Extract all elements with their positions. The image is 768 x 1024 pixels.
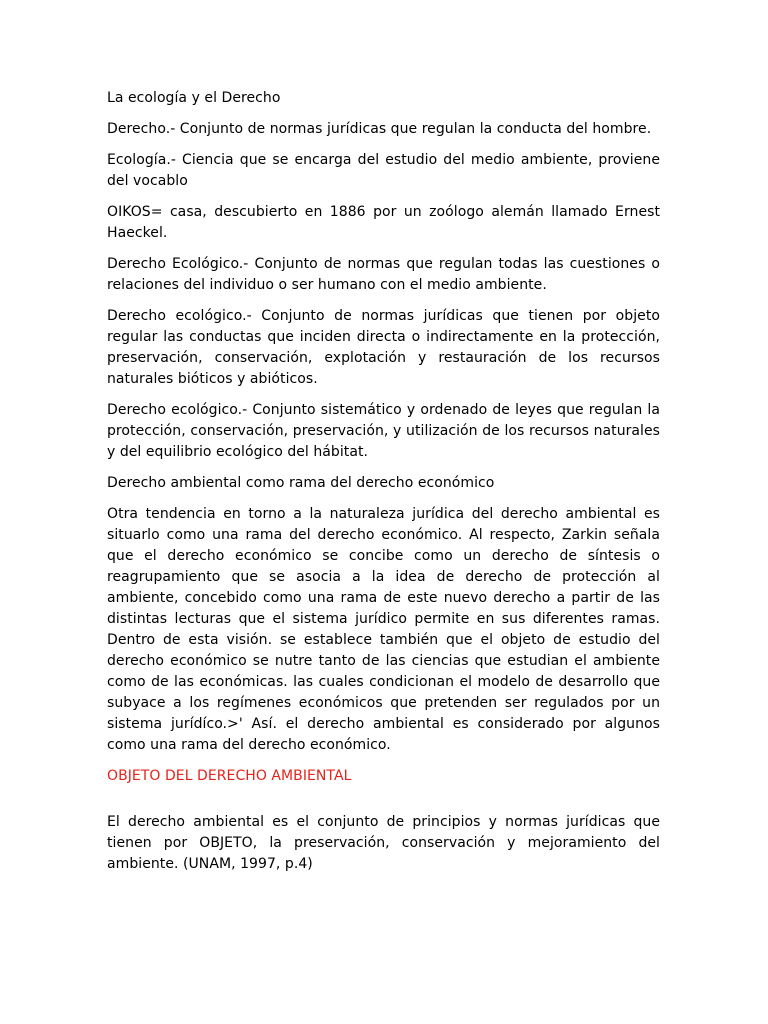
document-title: La ecología y el Derecho: [107, 90, 281, 106]
paragraph-objeto: El derecho ambiental es el conjunto de principios y normas jurídicas que tienen por OBJETO, la preservación, conservación y mejoramiento del ambiente. (UNAM, 1997, p.4): [107, 814, 660, 872]
paragraph-derecho-ecologico-1: Derecho Ecológico.- Conjunto de normas que regulan todas las cuestiones o relaciones del individuo o ser humano con el medio ambiente.: [107, 256, 660, 293]
paragraph-derecho-ecologico-2: Derecho ecológico.- Conjunto de normas jurídicas que tienen por objeto regular las conductas que inciden directa o indirectamente en la protección, preservación, conservación, explotación y restauración de los recursos naturales bióticos y abióticos.: [107, 308, 660, 387]
section-heading-objeto: OBJETO DEL DERECHO AMBIENTAL: [107, 768, 352, 784]
paragraph-oikos: OIKOS= casa, descubierto en 1886 por un zoólogo alemán llamado Ernest Haeckel.: [107, 204, 660, 241]
paragraph-derecho-ecologico-3: Derecho ecológico.- Conjunto sistemático y ordenado de leyes que regulan la protección, conservación, preservación, y utilización de los recursos naturales y del equilibrio ecológico del hábitat.: [107, 402, 660, 460]
section-subtitle: Derecho ambiental como rama del derecho económico: [107, 475, 495, 491]
paragraph-ecologia: Ecología.- Ciencia que se encarga del estudio del medio ambiente, proviene del vocablo: [107, 152, 660, 189]
paragraph-rama-derecho-economico: Otra tendencia en torno a la naturaleza jurídica del derecho ambiental es situarlo como una rama del derecho económico. Al respecto, Zarkin señala que el derecho económico se concibe como un derecho de síntesis o reagrupamiento que se asocia a la idea de derecho de protección al ambiente, concebido como una rama de este nuevo derecho a partir de las distintas lecturas que el sistema jurídico permite en sus diferentes ramas. Dentro de esta visión. se establece también que el objeto de estudio del derecho económico se nutre tanto de las ciencias que estudian el ambiente como de las económicas. las cuales condicionan el modelo de desarrollo que subyace a los regímenes económicos que pretenden ser regulados por un sistema jurídíco.>' Así. el derecho ambiental es considerado por algunos como una rama del derecho económico.: [107, 506, 660, 753]
document-page: [107, 88, 660, 885]
paragraph-derecho: Derecho.- Conjunto de normas jurídicas que regulan la conducta del hombre.: [107, 121, 652, 137]
